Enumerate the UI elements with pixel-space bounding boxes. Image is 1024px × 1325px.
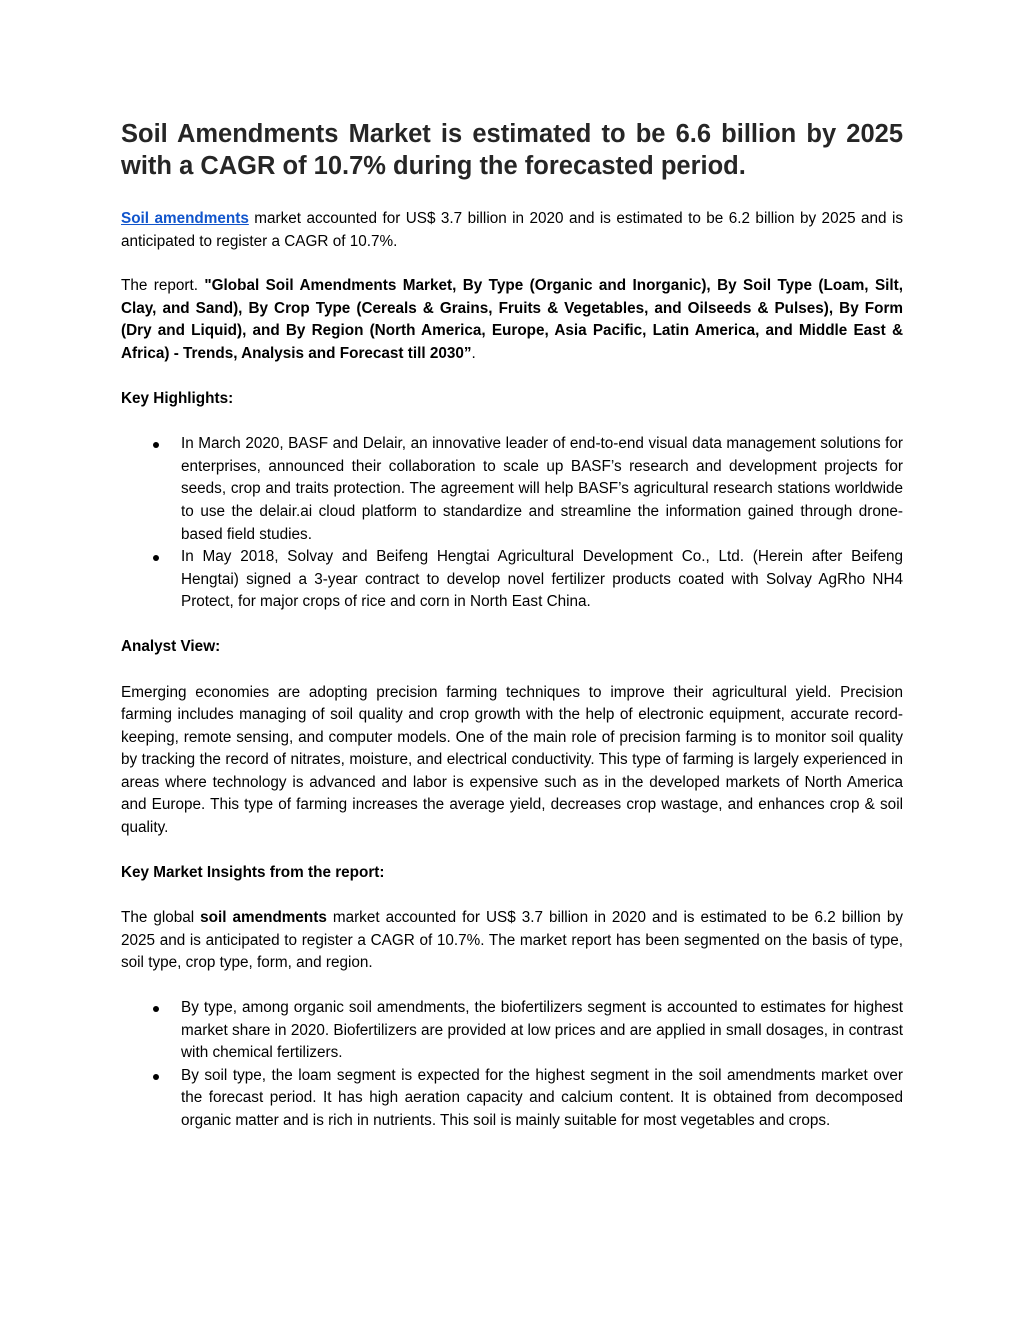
report-prefix: The report. xyxy=(121,277,205,295)
bullet-icon xyxy=(153,442,159,448)
key-highlights-heading: Key Highlights: xyxy=(121,389,234,407)
page-title: Soil Amendments Market is estimated to be 6.6 billion by 2025 with a CAGR of 10.7% during the forecasted period. xyxy=(121,120,903,180)
document-page xyxy=(121,118,903,1133)
market-insights-list xyxy=(121,997,903,1133)
market-insights-prefix: The global xyxy=(121,909,201,927)
report-title: "Global Soil Amendments Market, By Type (Organic and Inorganic), By Soil Type (Loam, Silt, Clay, and Sand), By Crop Type (Cereals & Grains, Fruits & Vegetables, and Oilseeds & Pulses), By Form (Dry and Liquid), and By Region (North America, Europe, Asia Pacific, Latin America, and Middle East & Africa) - Trends, Analysis and Forecast till 2030” xyxy=(121,277,903,362)
analyst-view-paragraph: Emerging economies are adopting precision farming techniques to improve their agricultural yield. Precision farming includes managing of soil quality and crop growth with the help of electronic equipment, accurate record-keeping, remote sensing, and computer models. One of the main role of precision farming is to monitor soil quality by tracking the record of nitrates, moisture, and electrical conductivity. This type of farming is largely experienced in areas where technology is advanced and labor is expensive such as in the developed markets of North America and Europe. This type of farming increases the average yield, decreases crop wastage, and enhances crop & soil quality. xyxy=(121,683,903,837)
list-item xyxy=(121,997,903,1065)
bullet-icon xyxy=(153,1074,159,1080)
intro-text: market accounted for US$ 3.7 billion in 2020 and is estimated to be 6.2 billion by 2025 and is anticipated to register a CAGR of 10.7%. xyxy=(121,210,904,250)
list-item-text: In May 2018, Solvay and Beifeng Hengtai Agricultural Development Co., Ltd. (Herein after Beifeng Hengtai) signed a 3-year contract to develop novel fertilizer products coated with Solvay AgRho NH4 Protect, for major crops of rice and corn in North East China. xyxy=(181,548,903,611)
report-suffix: . xyxy=(471,344,476,362)
list-item-text: By soil type, the loam segment is expected for the highest segment in the soil amendments market over the forecast period. It has high aeration capacity and calcium content. It is obtained from decomposed organic matter and is rich in nutrients. This soil is mainly suitable for most vegetables and crops. xyxy=(181,1066,903,1129)
list-item xyxy=(121,433,903,546)
market-insights-paragraph xyxy=(121,907,903,975)
bullet-icon xyxy=(153,1006,159,1012)
key-market-insights-heading: Key Market Insights from the report: xyxy=(121,863,385,881)
list-item xyxy=(121,1065,903,1133)
soil-amendments-link[interactable]: Soil amendments xyxy=(121,210,249,227)
market-insights-text: market accounted for US$ 3.7 billion in 2020 and is estimated to be 6.2 billion by 2025 and is anticipated to register a CAGR of 10.7%. The market report has been segmented on the basis of type, soil type, crop type, form, and region. xyxy=(121,909,904,972)
bullet-icon xyxy=(153,555,159,561)
list-item xyxy=(121,546,903,614)
market-insights-bold: soil amendments xyxy=(200,909,327,927)
report-paragraph xyxy=(121,275,903,365)
analyst-view-heading: Analyst View: xyxy=(121,637,221,655)
intro-paragraph xyxy=(121,208,903,253)
list-item-text: In March 2020, BASF and Delair, an innovative leader of end-to-end visual data management solutions for enterprises, announced their collaboration to scale up BASF’s research and development projects for seeds, crop and traits protection. The agreement will help BASF’s agricultural research stations worldwide to use the delair.ai cloud platform to standardize and streamline the information gained through drone-based field studies. xyxy=(181,435,903,543)
key-highlights-list xyxy=(121,433,903,614)
list-item-text: By type, among organic soil amendments, the biofertilizers segment is accounted to estimates for highest market share in 2020. Biofertilizers are provided at low prices and are applied in small dosages, in contrast with chemical fertilizers. xyxy=(181,999,903,1062)
